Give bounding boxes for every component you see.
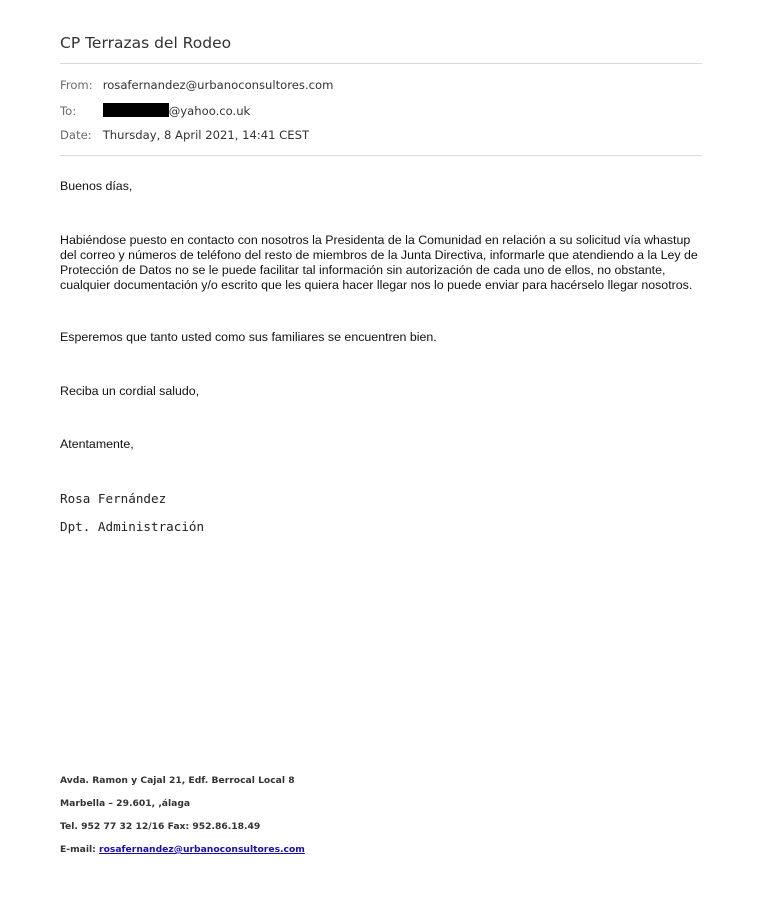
to-label: To:: [60, 104, 77, 118]
signature-department: Dpt. Administración: [60, 519, 205, 534]
header-divider-bottom: [60, 155, 702, 156]
footer-email-link[interactable]: rosafernandez@urbanoconsultores.com: [99, 844, 305, 855]
to-address-domain[interactable]: @yahoo.co.uk: [168, 104, 251, 118]
signature-name: Rosa Fernández: [60, 491, 167, 506]
from-label: From:: [60, 78, 93, 92]
from-address[interactable]: rosafernandez@urbanoconsultores.com: [102, 78, 334, 92]
footer-city: Marbella – 29.601, ,álaga: [60, 798, 191, 809]
date-label: Date:: [60, 128, 92, 142]
footer-email-label: E-mail:: [60, 844, 96, 855]
redacted-block: [103, 103, 169, 117]
date-row: [60, 128, 309, 142]
body-regards: Reciba un cordial saludo,: [60, 384, 200, 398]
footer-address: Avda. Ramon y Cajal 21, Edf. Berrocal Local 8: [60, 775, 295, 786]
email-subject: CP Terrazas del Rodeo: [60, 34, 232, 52]
to-row: [60, 103, 250, 118]
header-divider-top: [60, 63, 702, 64]
date-value: Thursday, 8 April 2021, 14:41 CEST: [102, 128, 310, 142]
body-paragraph: Habiéndose puesto en contacto con nosotros la Presidenta de la Comunidad en relación a su solicitud vía whastup del correo y números de teléfono del resto de miembros de la Junta Directiva, informarle que atendiendo a la Ley de Protección de Datos no se le puede facilitar tal información sin autorización de cada uno de ellos, no obstante, cualquier documentación y/o escrito que les quiera hacer llegar nos lo puede enviar para hacérselo llegar nosotros.: [60, 233, 698, 292]
body-closing: Atentamente,: [60, 437, 134, 451]
footer-email-row: [60, 844, 305, 855]
footer-phone: Tel. 952 77 32 12/16 Fax: 952.86.18.49: [60, 821, 261, 832]
from-row: [60, 78, 333, 92]
body-wish: Esperemos que tanto usted como sus familiares se encuentren bien.: [60, 330, 437, 344]
body-greeting: Buenos días,: [60, 179, 133, 193]
